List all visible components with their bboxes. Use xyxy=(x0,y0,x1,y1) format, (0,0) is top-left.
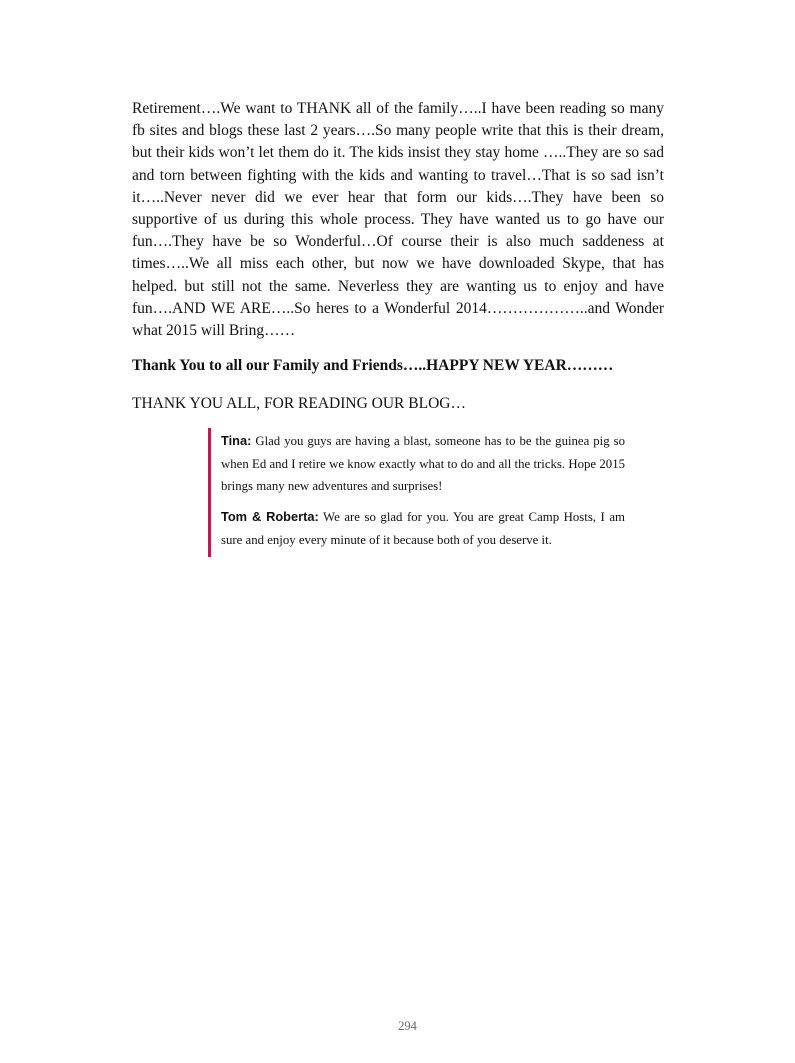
thanks-line: Thank You to all our Family and Friends…..HAPPY NEW YEAR……… xyxy=(132,357,614,374)
thanks-all-line: THANK YOU ALL, FOR READING OUR BLOG… xyxy=(132,395,466,412)
main-paragraph: Retirement….We want to THANK all of the family…..I have been reading so many fb sites and blogs these last 2 years….So many people write that this is their dream, but their kids won’t let them do it. The kids insist they stay home …..They are so sad and torn between fighting with the kids and wanting to travel…That is so sad isn’t it…..Never never did we ever hear that form our kids….They have been so supportive of us during this whole process. They have wanted us to go have our fun….They have be so Wonderful…Of course their is also much saddeness at times…..We all miss each other, but now we have downloaded Skype, that has helped. but still not the same. Neverless they are wanting us to enjoy and have fun….AND WE ARE…..So heres to a Wonderful 2014………………..and Wonder what 2015 will Bring…… xyxy=(132,100,664,340)
comment-author: Tina: xyxy=(221,433,252,448)
comment-item xyxy=(221,430,625,498)
comments-block xyxy=(208,428,625,557)
comment-text: Glad you guys are having a blast, someone has to be the guinea pig so when Ed and I retire we know exactly what to do and all the tricks. Hope 2015 brings many new adventures and surprises! xyxy=(221,434,625,493)
page-number: 294 xyxy=(398,1019,417,1033)
comment-item xyxy=(221,506,625,551)
comment-author: Tom & Roberta: xyxy=(221,509,319,524)
comment-text: We are so glad for you. You are great Camp Hosts, I am sure and enjoy every minute of it because both of you deserve it. xyxy=(221,510,625,547)
